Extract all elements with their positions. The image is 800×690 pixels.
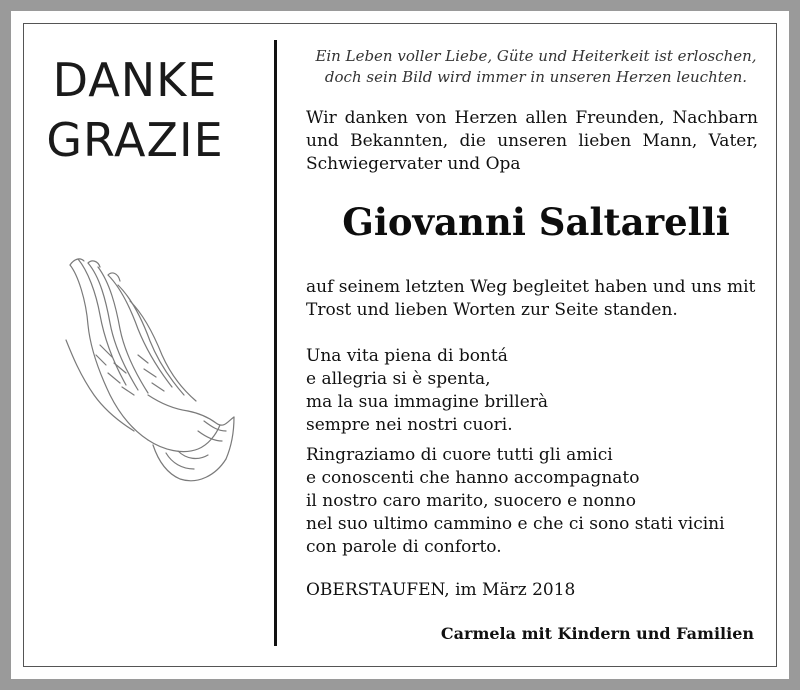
motto-line-1: Ein Leben voller Liebe, Güte und Heiterkeit ist erloschen, [315, 47, 757, 65]
thanks-it-line: Ringraziamo di cuore tutti gli amici [306, 445, 613, 465]
poem-line: Una vita piena di bontá [306, 346, 508, 366]
deceased-name: Giovanni Saltarelli [342, 200, 730, 244]
thanks-it-line: il nostro caro marito, suocero e nonno [306, 491, 636, 511]
thanks-it-line: nel suo ultimo cammino e che ci sono stati vicini [306, 514, 725, 534]
vertical-divider [274, 40, 277, 646]
poem-line: ma la sua immagine brillerà [306, 392, 549, 412]
heading [30, 50, 240, 170]
intro-text-de: Wir danken von Herzen allen Freunden, Nachbarn und Bekannten, die unseren lieben Mann, Vater, Schwiegervater und Opa [306, 108, 758, 174]
poem-line: e allegria si è spenta, [306, 369, 491, 389]
thanks-text-it [306, 444, 758, 559]
praying-hands-icon [48, 245, 248, 485]
motto-line-2: doch sein Bild wird immer in unseren Herzen leuchten. [324, 68, 748, 86]
place-date: OBERSTAUFEN, im März 2018 [306, 580, 576, 600]
thanks-it-line: con parole di conforto. [306, 537, 502, 557]
poem-line: sempre nei nostri cuori. [306, 415, 513, 435]
motto [300, 46, 772, 88]
thanks-it-line: e conoscenti che hanno accompagnato [306, 468, 640, 488]
heading-line-grazie: GRAZIE [46, 113, 224, 167]
thanks-text-de: auf seinem letzten Weg begleitet haben und uns mit Trost und lieben Worten zur Seite standen. [306, 277, 756, 320]
heading-line-danke: DANKE [52, 53, 218, 107]
poem-italian [306, 345, 758, 437]
signature: Carmela mit Kindern und Familien [440, 624, 754, 643]
